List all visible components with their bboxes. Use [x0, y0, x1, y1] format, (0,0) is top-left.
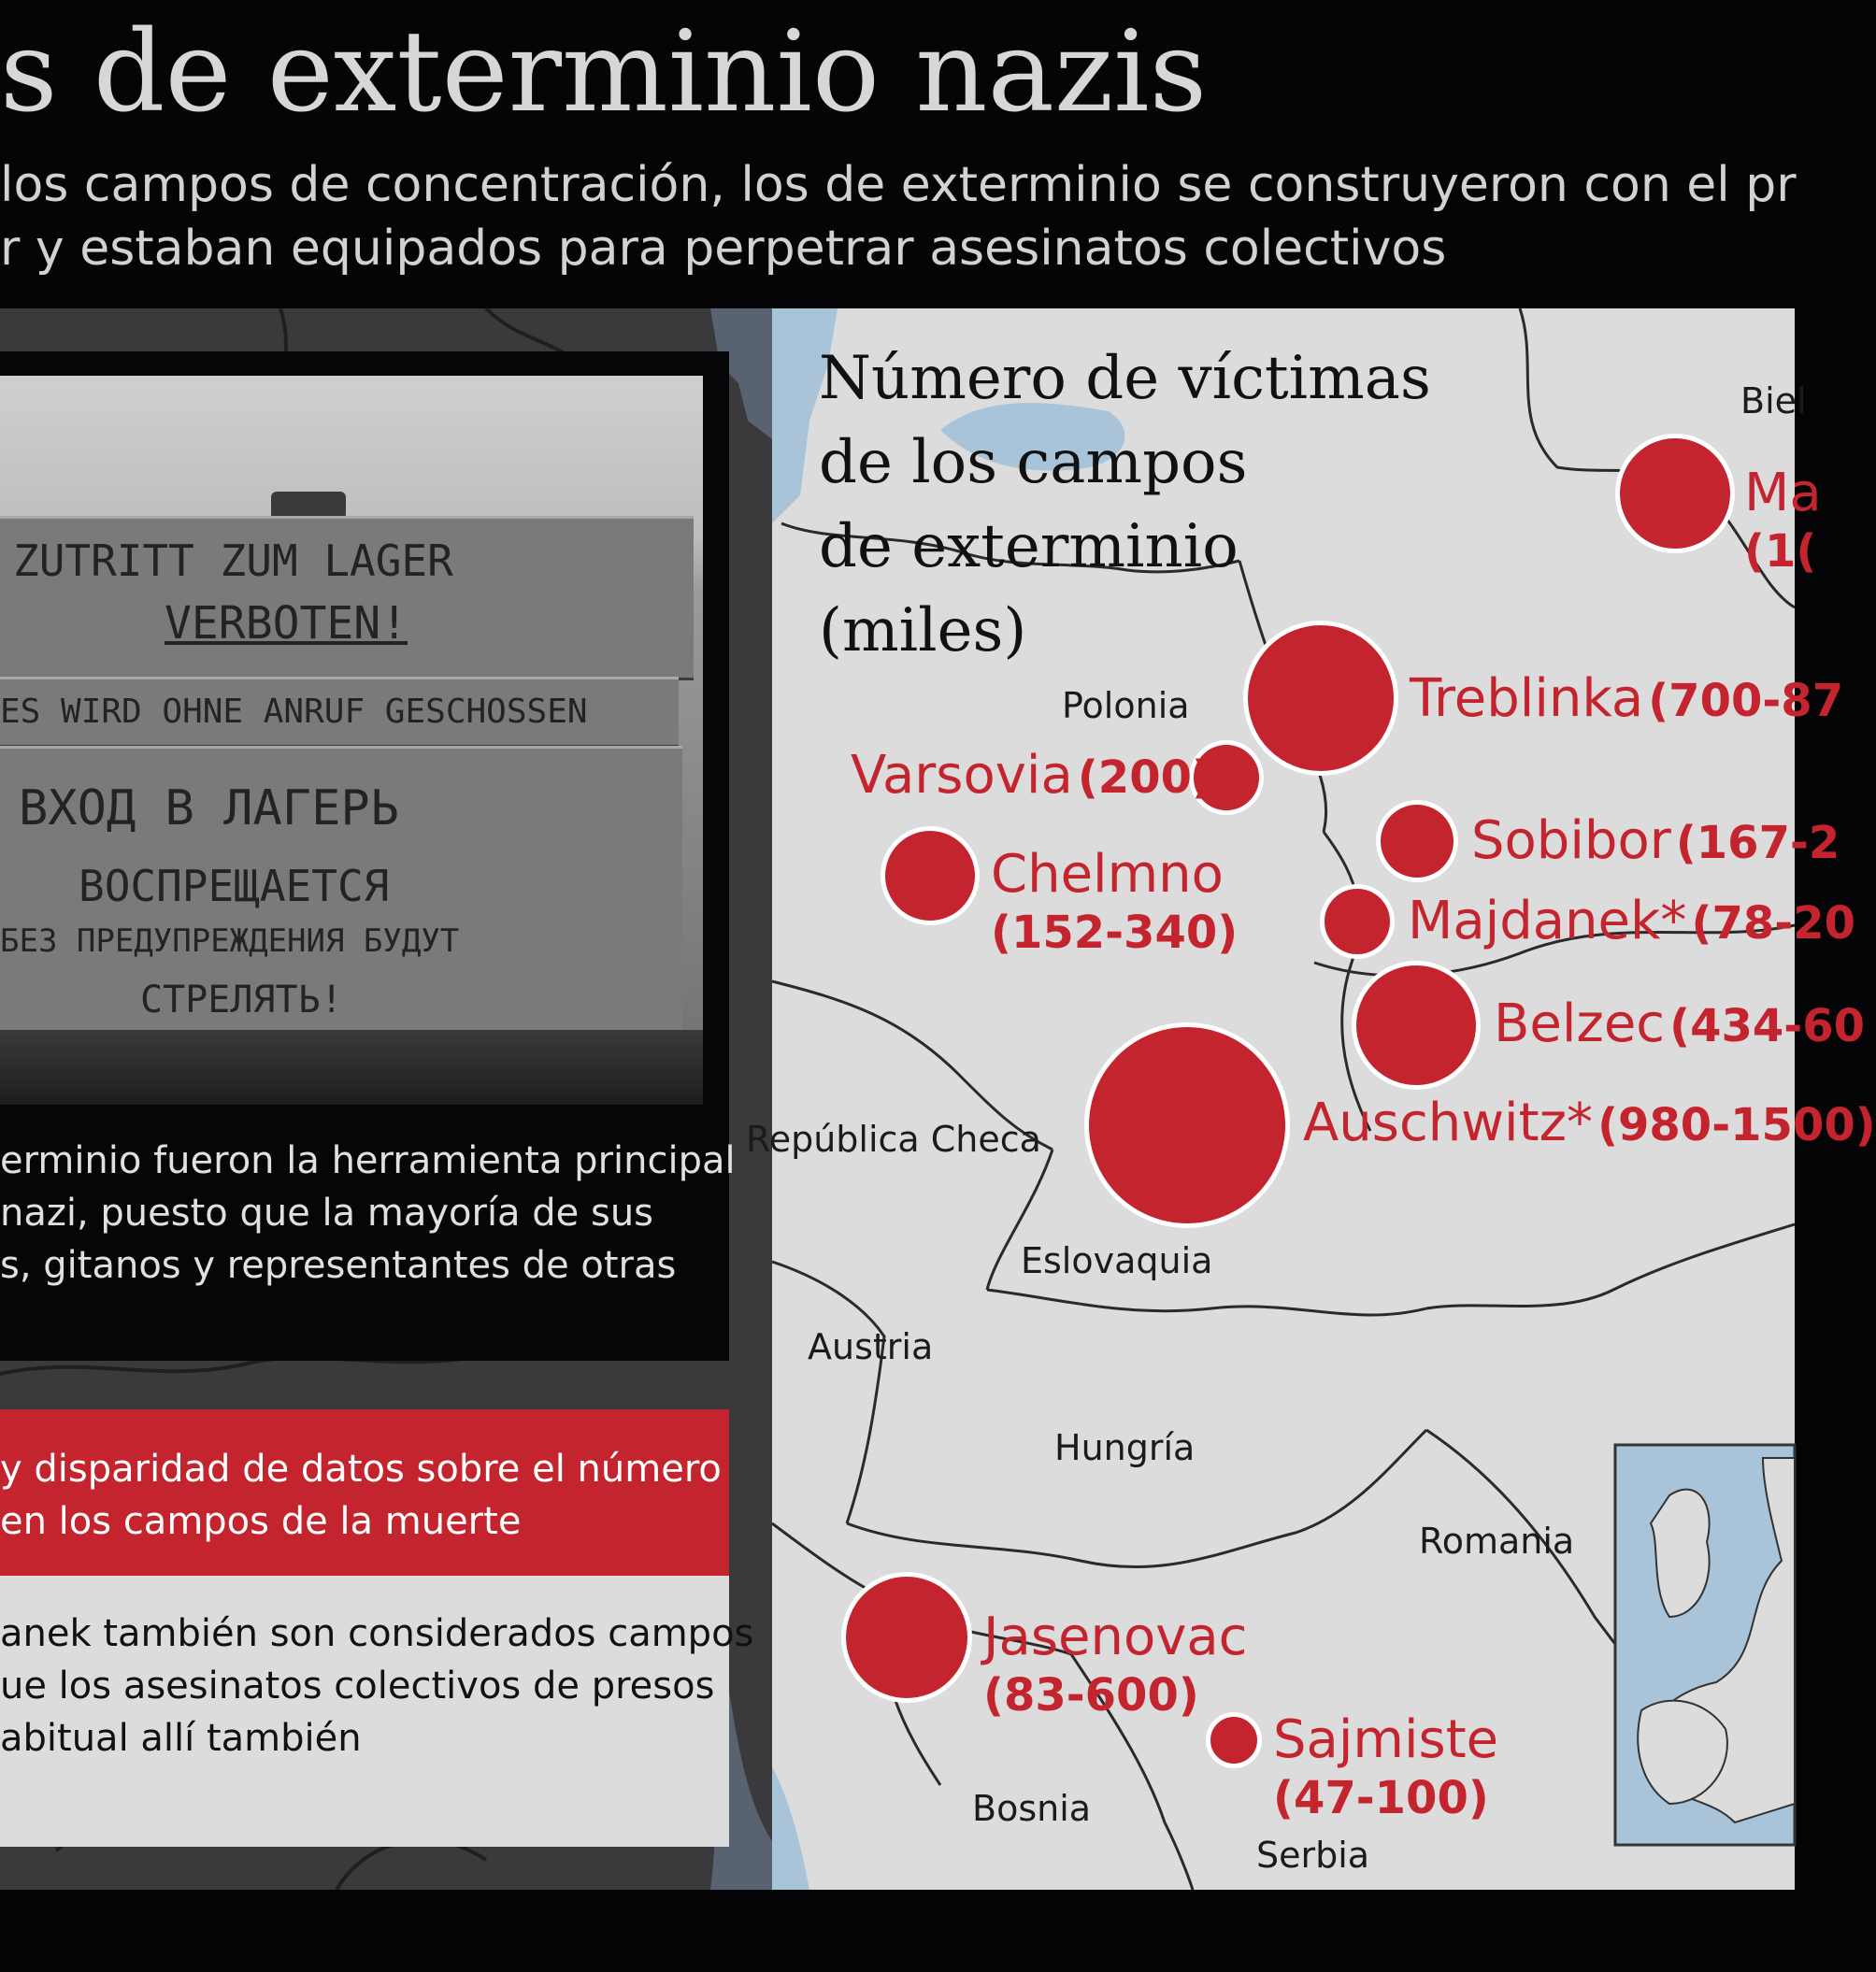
photo-caption-line-1: erminio fueron la herramienta principal — [0, 1139, 736, 1182]
photo-caption-line-2: nazi, puesto que la mayoría de sus — [0, 1192, 654, 1235]
camp-marker-sajmiste — [1206, 1712, 1262, 1768]
grass-foreground — [0, 1030, 703, 1105]
camp-name: Majdanek* — [1408, 891, 1687, 951]
country-label-serbia: Serbia — [1256, 1835, 1370, 1876]
page-title: s de exterminio nazis — [0, 7, 1208, 137]
camp-label-sobibor — [1471, 810, 1840, 871]
camp-label-chelmno — [991, 844, 1239, 959]
red-note-line-2: en los campos de la muerte — [0, 1500, 522, 1543]
camp-marker-auschwitz — [1084, 1022, 1290, 1228]
camp-marker-majdanek — [1320, 884, 1395, 959]
camp-name: Jasenovac — [983, 1607, 1248, 1667]
country-label-austria: Austria — [808, 1326, 934, 1367]
country-label-hungria: Hungría — [1054, 1427, 1196, 1468]
camp-name: Treblinka — [1410, 668, 1644, 729]
camp-victims: (152-340) — [991, 907, 1239, 959]
sign-text-line: СТРЕЛЯТЬ! — [140, 979, 343, 1022]
camp-label-auschwitz — [1303, 1093, 1876, 1153]
sign-text-line: VERBOTEN! — [165, 597, 408, 650]
camp-victims: (434-60 — [1669, 1000, 1866, 1052]
map-title-line: de los campos — [819, 428, 1248, 497]
camp-name: Belzec — [1494, 993, 1666, 1054]
footnote-line-3: abitual allí también — [0, 1717, 362, 1760]
sign-board-german — [0, 516, 694, 680]
camp-marker-chelmno — [881, 826, 980, 925]
subtitle-line-1: los campos de concentración, los de exterminio se construyeron con el pr — [0, 157, 1797, 213]
camp-label-maly-trostenets — [1744, 463, 1822, 578]
map-title-line: Número de víctimas — [819, 344, 1431, 413]
camp-name: Sajmiste — [1273, 1709, 1499, 1770]
camp-victims: (47-100) — [1273, 1772, 1489, 1824]
red-note-line-1: y disparidad de datos sobre el número — [0, 1448, 722, 1491]
sign-text-line: ВХОД В ЛАГЕРЬ — [19, 780, 399, 836]
camp-victims: (200) — [1077, 751, 1212, 804]
data-disparity-note — [0, 1409, 729, 1576]
camp-victims: (83-600) — [983, 1669, 1199, 1722]
camp-label-jasenovac — [983, 1607, 1248, 1722]
camp-label-sajmiste — [1273, 1709, 1499, 1824]
camp-name: Chelmno — [991, 844, 1224, 905]
country-label-eslovaquia: Eslovaquia — [1021, 1240, 1213, 1281]
sign-text-line: ES WIRD OHNE ANRUF GESCHOSSEN — [0, 693, 588, 731]
subtitle-line-2: r y estaban equipados para perpetrar asesinatos colectivos — [0, 221, 1447, 277]
footnote-line-2: ue los asesinatos colectivos de presos — [0, 1665, 715, 1708]
camp-victims: (700-87 — [1648, 675, 1844, 727]
sign-text-line: ZUTRITT ZUM LAGER — [13, 536, 453, 586]
country-label-romania: Romania — [1419, 1521, 1575, 1562]
camp-name: Sobibor — [1471, 810, 1671, 871]
inset-europe-map — [1615, 1445, 1795, 1845]
camp-label-treblinka — [1410, 668, 1844, 729]
country-label-bosnia: Bosnia — [972, 1788, 1092, 1829]
camp-victims: (167-2 — [1675, 817, 1840, 869]
map-title-line: de exterminio — [819, 512, 1239, 581]
camp-marker-treblinka — [1243, 621, 1398, 776]
camp-marker-jasenovac — [841, 1572, 972, 1703]
photo-caption-line-3: s, gitanos y representantes de otras — [0, 1244, 677, 1287]
camp-victims: (1( — [1744, 525, 1817, 578]
camp-name: Auschwitz* — [1303, 1093, 1593, 1153]
country-label-bielorrusia: Biel — [1740, 380, 1807, 422]
camp-label-varsovia — [851, 745, 1212, 806]
camp-victims: (78-20 — [1691, 897, 1855, 950]
country-label-republica-checa: República Checa — [746, 1119, 1041, 1160]
camp-marker-maly-trostenets — [1615, 434, 1735, 553]
sign-text-line: ВОСПРЕЩАЕТСЯ — [79, 861, 390, 911]
historical-photo — [0, 376, 703, 1105]
camp-victims: (980-1500) — [1597, 1099, 1876, 1151]
sign-text-line: БЕЗ ПРЕДУПРЕЖДЕНИЯ БУДУТ — [0, 922, 460, 960]
map-title-line: (miles) — [819, 596, 1027, 665]
sign-board-warning — [0, 677, 679, 748]
camp-label-majdanek — [1408, 891, 1855, 951]
sign-board-russian — [0, 746, 682, 1060]
camp-name: Varsovia — [851, 745, 1073, 806]
camp-name: Ma — [1744, 463, 1822, 523]
bottom-bar — [0, 1890, 1795, 1972]
camp-marker-sobibor — [1376, 800, 1458, 882]
camp-marker-belzec — [1352, 961, 1481, 1090]
camp-label-belzec — [1494, 993, 1866, 1054]
country-label-polonia: Polonia — [1062, 685, 1190, 726]
footnote-line-1: anek también son considerados campos — [0, 1612, 754, 1655]
